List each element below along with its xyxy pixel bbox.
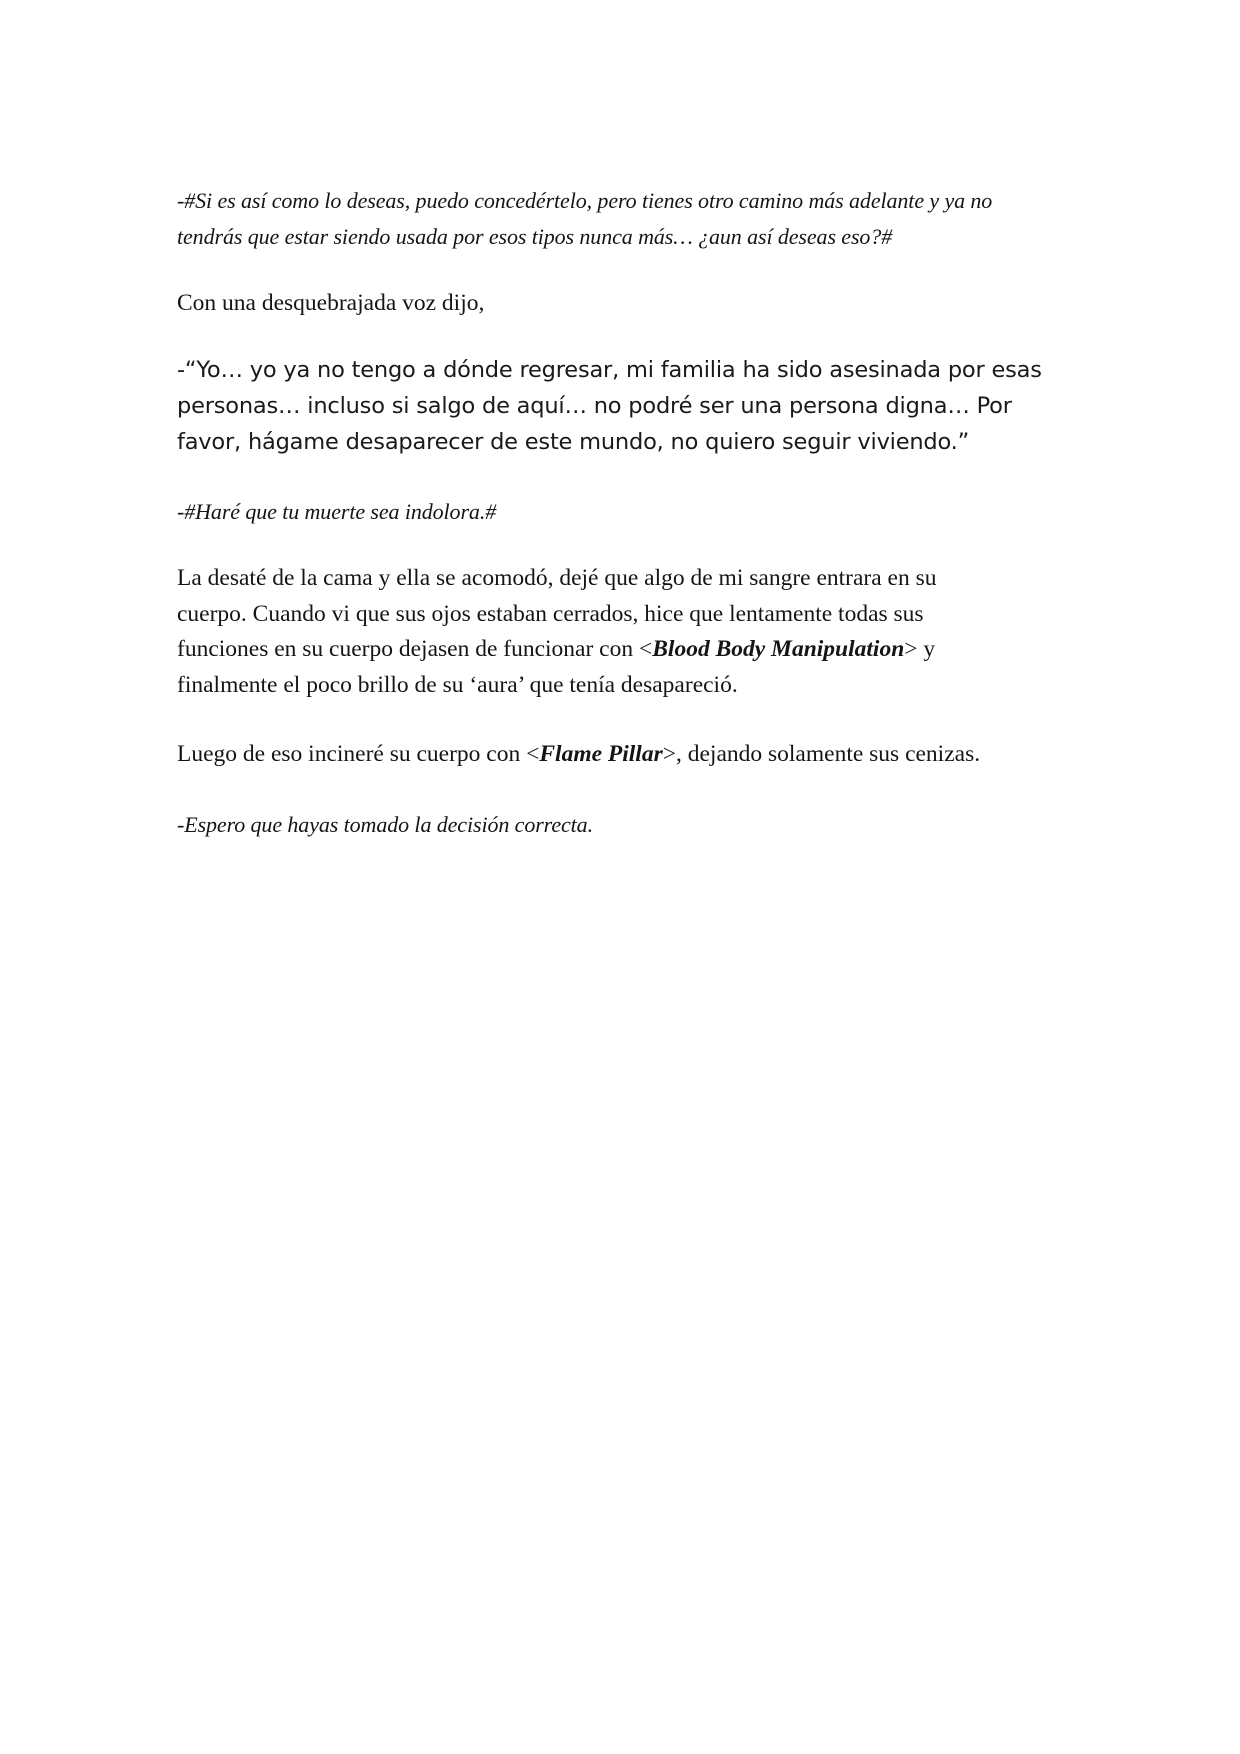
skill-name-flame-pillar: Flame Pillar [539,741,663,767]
text-line: funciones en su cuerpo dejasen de funcionar con < [177,636,653,662]
document-body [177,183,1057,842]
text-line: La desaté de la cama y ella se acomodó, dejé que algo de mi sangre entrara en su [177,565,937,591]
text-line: cuerpo. Cuando vi que sus ojos estaban cerrados, hice que lentamente todas sus [177,600,924,627]
text-line: -“Yo… yo ya no tengo a dónde regresar, mi familia ha sido asesinada por esas [177,356,1042,383]
text-line: -#Si es así como lo deseas, puedo concedértelo, pero tienes otro camino más adelante y ya no [177,188,993,213]
text-line: finalmente el poco brillo de su ‘aura’ que tenía desapareció. [177,671,738,698]
paragraph-voice-offer [177,183,1057,254]
text-line: -Espero que hayas tomado la decisión correcta. [177,811,593,837]
text-line: favor, hágame desaparecer de este mundo, no quiero seguir viviendo.” [177,428,970,455]
text-line: > y [904,636,936,662]
paragraph-narration-untie [177,561,1057,703]
text-line: >, dejando solamente sus cenizas. [662,741,981,767]
paragraph-narration-incinerate [177,737,1057,773]
paragraph-narration-voice [177,286,1057,322]
paragraph-closing-thought [177,807,1057,843]
text-line: Con una desquebrajada voz dijo, [177,290,485,316]
text-line: -#Haré que tu muerte sea indolora.# [177,498,497,524]
skill-name-blood-body-manipulation: Blood Body Manipulation [652,636,905,662]
text-line: Luego de eso incineré su cuerpo con < [177,741,540,767]
paragraph-voice-reply [177,494,1057,530]
text-line: tendrás que estar siendo usada por esos tipos nunca más… ¿aun así deseas eso?# [177,223,893,249]
text-line: personas… incluso si salgo de aquí… no podré ser una persona digna… Por [177,392,1012,419]
paragraph-girl-dialogue [177,352,1057,460]
